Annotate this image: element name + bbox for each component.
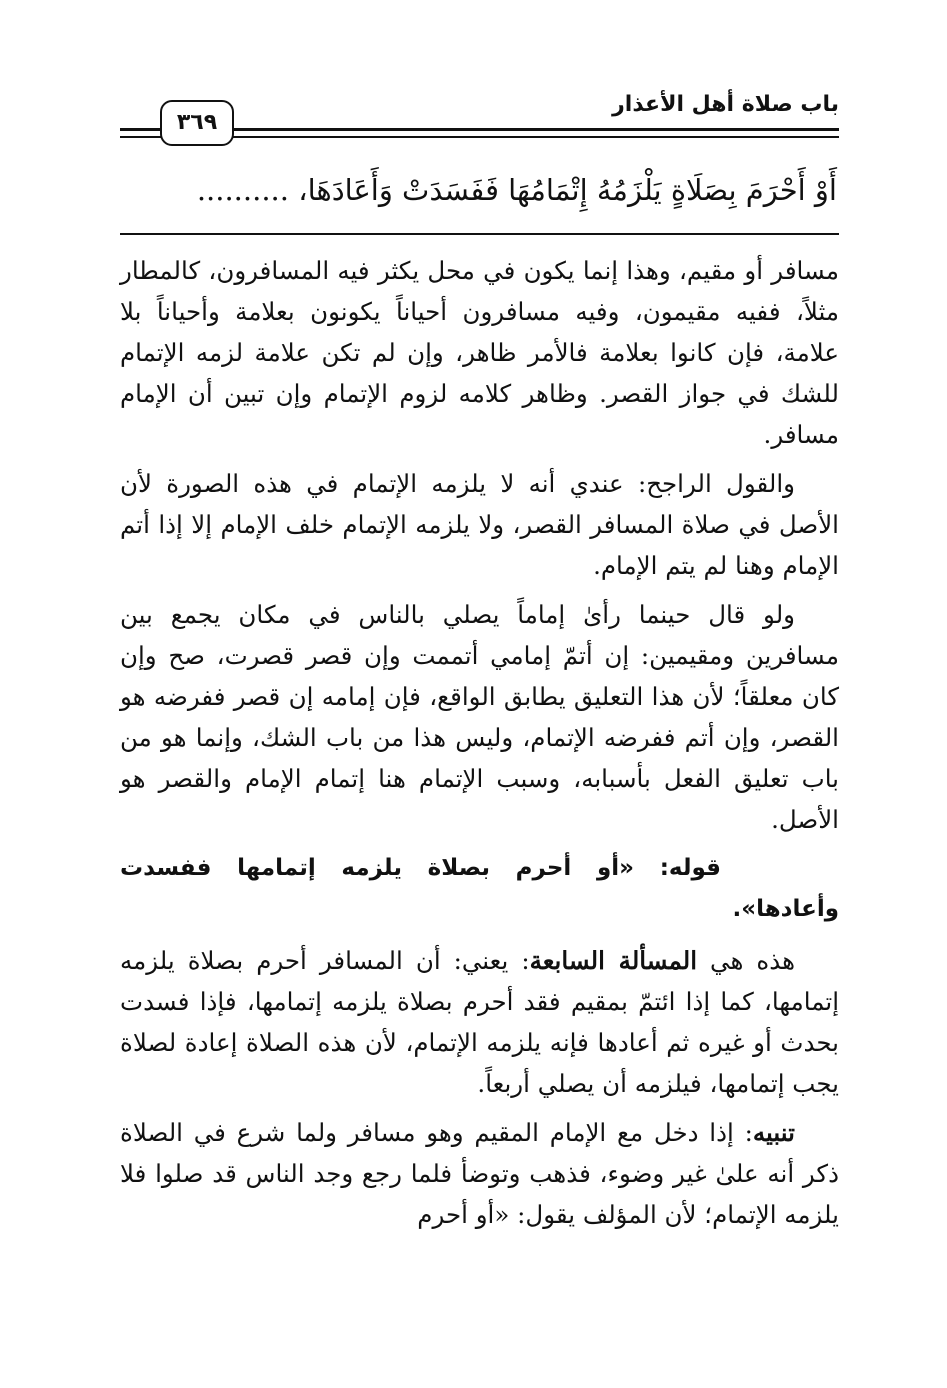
running-title: باب صلاة أهل الأعذار — [612, 92, 839, 117]
quoted-matn-line — [120, 848, 839, 930]
qawluh-label: قوله: — [659, 855, 721, 881]
paragraph-3-text: ولو قال حينما رأىٰ إماماً يصلي بالناس في مكان يجمع بين مسافرين ومقيمين: إن أتمّ إمامي أتممت وإن قصر قصرت، صح وإن كان معلقاً؛ لأن هذا التعليق يطابق الواقع، فإن إمامه إن قصر ففرضه هو القصر، وإن أتم ففرضه الإتمام، وليس هذا من باب الشك، وإنما هو من باب تعليق الفعل بأسبابه، وسبب الإتمام هنا إتمام الإمام والقصر هو الأصل. — [120, 600, 839, 834]
paragraph-5-text: : إذا دخل مع الإمام المقيم وهو مسافر ولما شرع في الصلاة ذكر أنه علىٰ غير وضوء، فذهب وتوضأ فلما رجع وجد الناس قد صلوا فلا يلزمه الإتمام؛ لأن المؤلف يقول: «أو أحرم — [120, 1118, 839, 1229]
issue-seven-label: المسألة السابعة — [529, 946, 698, 975]
commentary-body — [120, 250, 839, 1243]
qawluh-text: «أو أحرم بصلاة يلزمه إتمامها ففسدت وأعادها». — [120, 855, 839, 922]
paragraph-1-text: مسافر أو مقيم، وهذا إنما يكون في محل يكثر فيه المسافرون، كالمطار مثلاً، ففيه مقيمون، وفيه مسافرون أحياناً يكونون بعلامة وأحياناً بلا علامة، فإن كانوا بعلامة فالأمر ظاهر، وإن لم تكن علامة لزمه الإتمام للشك في جواز القصر. وظاهر كلامه لزوم الإتمام وإن تبين أن الإمام مسافر. — [120, 256, 839, 449]
paragraph-2-text: والقول الراجح: عندي أنه لا يلزمه الإتمام في هذه الصورة لأن الأصل في صلاة المسافر القصر، ولا يلزمه الإتمام خلف الإمام إلا إذا أتم الإمام وهنا لم يتم الإمام. — [120, 469, 839, 580]
header-rule-thick-right — [228, 128, 839, 131]
header-rule-thin-left — [120, 136, 162, 138]
header-rule-thick-left — [120, 128, 162, 131]
header-rule-thin-right — [228, 136, 839, 138]
matn-separator — [120, 233, 839, 235]
paragraph-1 — [120, 250, 839, 455]
paragraph-4 — [120, 940, 839, 1104]
paragraph-5 — [120, 1112, 839, 1235]
paragraph-3 — [120, 594, 839, 840]
page-number: ٣٦٩ — [160, 100, 234, 146]
paragraph-2 — [120, 463, 839, 586]
paragraph-4-prefix: هذه هي — [697, 946, 795, 975]
note-label: تنبيه — [752, 1118, 795, 1147]
paragraph-4-text: : يعني: أن المسافر أحرم بصلاة يلزمه إتمامها، كما إذا ائتمّ بمقيم فقد أحرم بصلاة يلزمه إتمامها، فإذا فسدت بحدث أو غيره ثم أعادها فإنه يلزمه الإتمام، لأن هذه الصلاة إعادة لصلاة يجب إتمامها، فيلزمه أن يصلي أربعاً. — [120, 946, 839, 1098]
matn-text: أَوْ أَحْرَمَ بِصَلَاةٍ يَلْزَمُهُ إِتْمَامُهَا فَفَسَدَتْ وَأَعَادَهَا، .......... — [196, 173, 837, 207]
